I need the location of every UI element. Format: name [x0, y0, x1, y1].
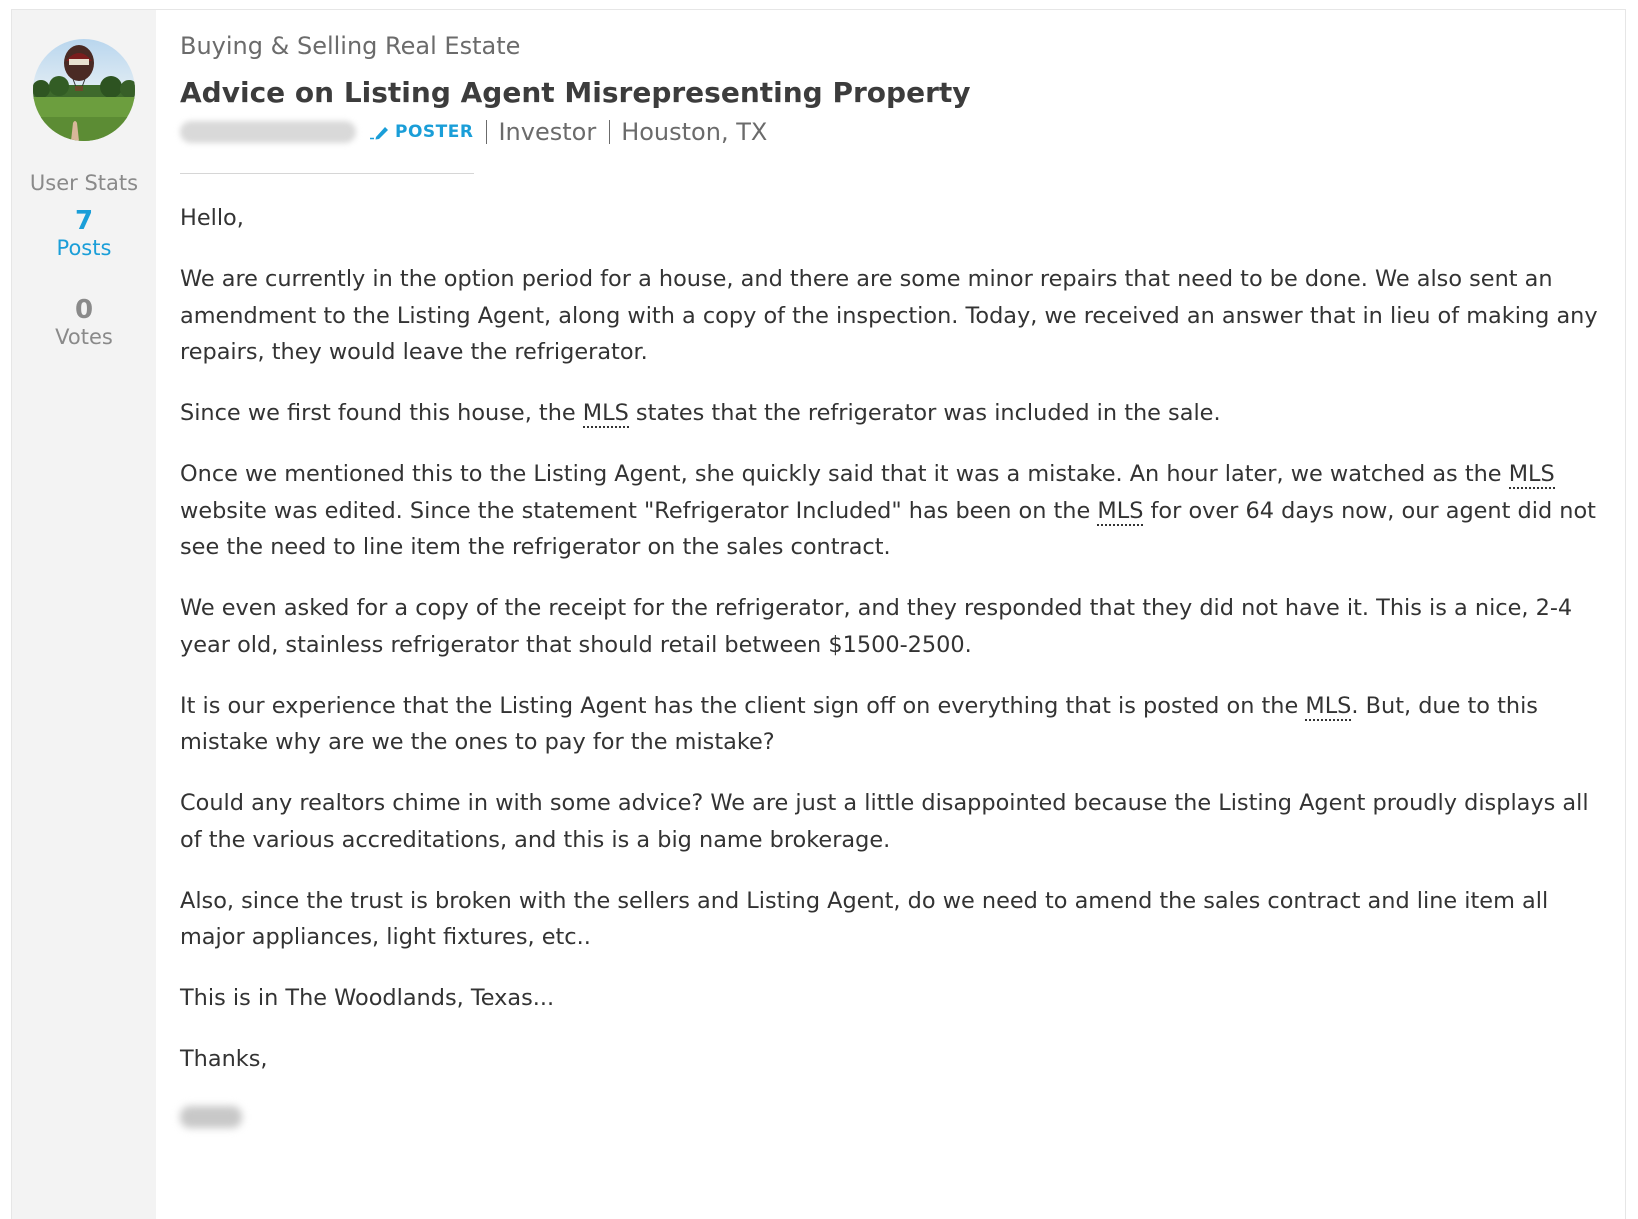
author-role: Investor: [498, 118, 597, 146]
category-link[interactable]: Buying & Selling Real Estate: [180, 32, 521, 60]
post-paragraph: It is our experience that the Listing Agent has the client sign off on everything that is posted on the MLS. But, due to this mistake why are we the ones to pay for the mistake?: [180, 692, 1538, 755]
post-body: [180, 200, 1600, 1140]
votes-count: 0: [74, 295, 94, 325]
post-paragraph: Hello,: [180, 205, 244, 231]
post-paragraph: We are currently in the option period for a house, and there are some minor repairs that need to be done. We also sent an amendment to the Listing Agent, along with a copy of the inspection. Today, we received an answer that in lieu of making any repairs, they would leave the refrigerator.: [180, 266, 1598, 365]
post-paragraph: Thanks,: [180, 1046, 268, 1072]
post-meta: [180, 117, 767, 147]
hot-air-balloon-avatar-icon: [33, 39, 135, 141]
post-paragraph: Since we first found this house, the MLS states that the refrigerator was included in the sale.: [180, 400, 1221, 426]
meta-divider: [609, 120, 610, 144]
post-title: Advice on Listing Agent Misrepresenting Property: [180, 76, 971, 109]
posts-stat[interactable]: [12, 206, 156, 260]
votes-label: Votes: [55, 325, 113, 349]
forum-post-card: [11, 9, 1626, 1219]
post-paragraph: This is in The Woodlands, Texas...: [180, 985, 555, 1011]
post-paragraph: Also, since the trust is broken with the sellers and Listing Agent, do we need to amend the sales contract and line item all major appliances, light fixtures, etc..: [180, 887, 1549, 950]
author-name-blurred[interactable]: [180, 121, 356, 143]
user-sidebar: [12, 10, 156, 1219]
mls-abbreviation[interactable]: MLS: [1305, 692, 1352, 719]
posts-label[interactable]: Posts: [56, 236, 112, 260]
signature-blurred: [180, 1106, 242, 1128]
pencil-icon: [370, 124, 390, 140]
post-paragraph: Once we mentioned this to the Listing Agent, she quickly said that it was a mistake. An hour later, we watched as the MLS website was edited. Since the statement "Refrigerator Included" has been on the MLS for over 64 days now, our agent did not see the need to line item the refrigerator on the sales contract.: [180, 461, 1596, 560]
posts-count[interactable]: 7: [74, 206, 94, 236]
post-paragraph: We even asked for a copy of the receipt for the refrigerator, and they responded that they did not have it. This is a nice, 2-4 year old, stainless refrigerator that should retail between $1500-2500.: [180, 595, 1573, 658]
user-stats-title: User Stats: [29, 171, 139, 195]
votes-stat: [12, 295, 156, 349]
mls-abbreviation[interactable]: MLS: [1508, 461, 1555, 487]
mls-abbreviation[interactable]: MLS: [582, 400, 629, 426]
mls-abbreviation[interactable]: MLS: [1097, 497, 1144, 524]
header-divider: [180, 173, 474, 174]
meta-divider: [486, 120, 487, 144]
author-location: Houston, TX: [621, 118, 768, 146]
poster-badge: [370, 122, 473, 142]
poster-badge-label: POSTER: [395, 122, 474, 142]
avatar[interactable]: [33, 39, 135, 141]
post-paragraph: Could any realtors chime in with some advice? We are just a little disappointed because the Listing Agent proudly displays all of the various accreditations, and this is a big name brokerage.: [180, 790, 1589, 853]
